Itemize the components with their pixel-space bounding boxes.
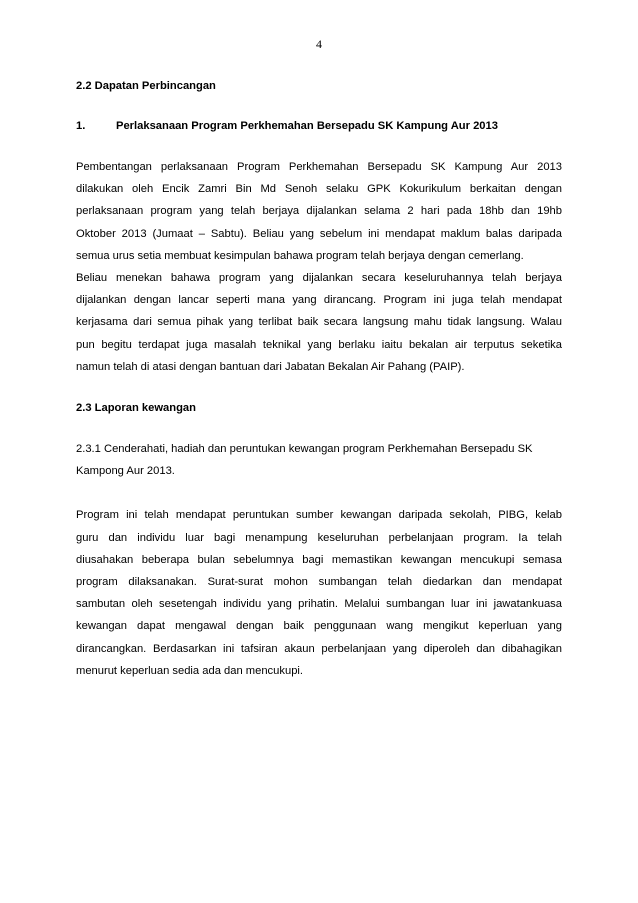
paragraph-line: kerjasama dari semua pihak yang terlibat baik secara langsung mahu tidak langsung. Walau — [76, 316, 562, 329]
subheading-line: Kampong Aur 2013. — [76, 465, 175, 478]
page-content — [76, 78, 562, 682]
paragraph-line: Beliau menekan bahawa program yang dijalankan secara keseluruhannya telah berjaya — [76, 272, 562, 285]
paragraph-line: pun begitu terdapat juga masalah teknikal yang berlaku iaitu bekalan air terputus seketika — [76, 338, 562, 351]
paragraph-line: guru dan individu luar bagi menampung keseluruhan perbelanjaan program. Ia telah — [76, 531, 562, 544]
paragraph-line: dijalankan dengan lancar seperti mana yang dirancang. Program ini juga telah mendapat — [76, 294, 562, 307]
page-number: 4 — [316, 37, 322, 51]
paragraph-line: diusahakan beberapa bulan sebelumnya bagi memastikan kewangan mencukupi semasa — [76, 553, 562, 566]
section-2-2-paragraph — [76, 156, 562, 378]
paragraph-line: semua urus setia membuat kesimpulan bahawa program telah berjaya dengan cemerlang. — [76, 249, 524, 262]
paragraph-line: Pembentangan perlaksanaan Program Perkhemahan Bersepadu SK Kampung Aur 2013 — [76, 161, 562, 173]
section-2-2-heading: 2.2 Dapatan Perbincangan — [76, 80, 216, 92]
paragraph-line: namun telah di atasi dengan bantuan dari Jabatan Bekalan Air Pahang (PAIP). — [76, 360, 465, 373]
paragraph-line: Program ini telah mendapat peruntukan sumber kewangan daripada sekolah, PIBG, kelab — [76, 509, 562, 522]
paragraph-line: sambutan oleh sesetengah individu yang prihatin. Melalui sumbangan luar ini jawatankuasa — [76, 598, 562, 611]
paragraph-line: Oktober 2013 (Jumaat – Sabtu). Beliau yang sebelum ini mendapat maklum balas daripada — [76, 227, 562, 240]
paragraph-line: dirancangkan. Berdasarkan ini tafsiran akaun perbelanjaan yang diperoleh dan dibahagikan — [76, 642, 562, 655]
section-2-3-1-subheading — [76, 438, 562, 482]
section-2-3-paragraph — [76, 504, 562, 682]
paragraph-line: kewangan dapat mengawal dengan baik penggunaan wang mengikut keperluan yang — [76, 620, 562, 633]
item-1-number: 1. — [76, 120, 86, 132]
paragraph-line: menurut keperluan sedia ada dan mencukupi. — [76, 664, 304, 677]
subheading-line: 2.3.1 Cenderahati, hadiah dan peruntukan kewangan program Perkhemahan Bersepadu SK — [76, 443, 533, 456]
paragraph-line: program dilaksanakan. Surat-surat mohon sumbangan telah diedarkan dan mendapat — [76, 576, 562, 589]
paragraph-line: dilakukan oleh Encik Zamri Bin Md Senoh selaku GPK Kokurikulum berkaitan dengan — [76, 183, 562, 196]
item-1-title: Perlaksanaan Program Perkhemahan Bersepadu SK Kampung Aur 2013 — [116, 120, 498, 132]
section-2-3-heading: 2.3 Laporan kewangan — [76, 402, 196, 415]
item-1-heading — [76, 118, 562, 134]
paragraph-line: perlaksanaan program yang telah berjaya dijalankan selama 2 hari pada 18hb dan 19hb — [76, 205, 562, 218]
